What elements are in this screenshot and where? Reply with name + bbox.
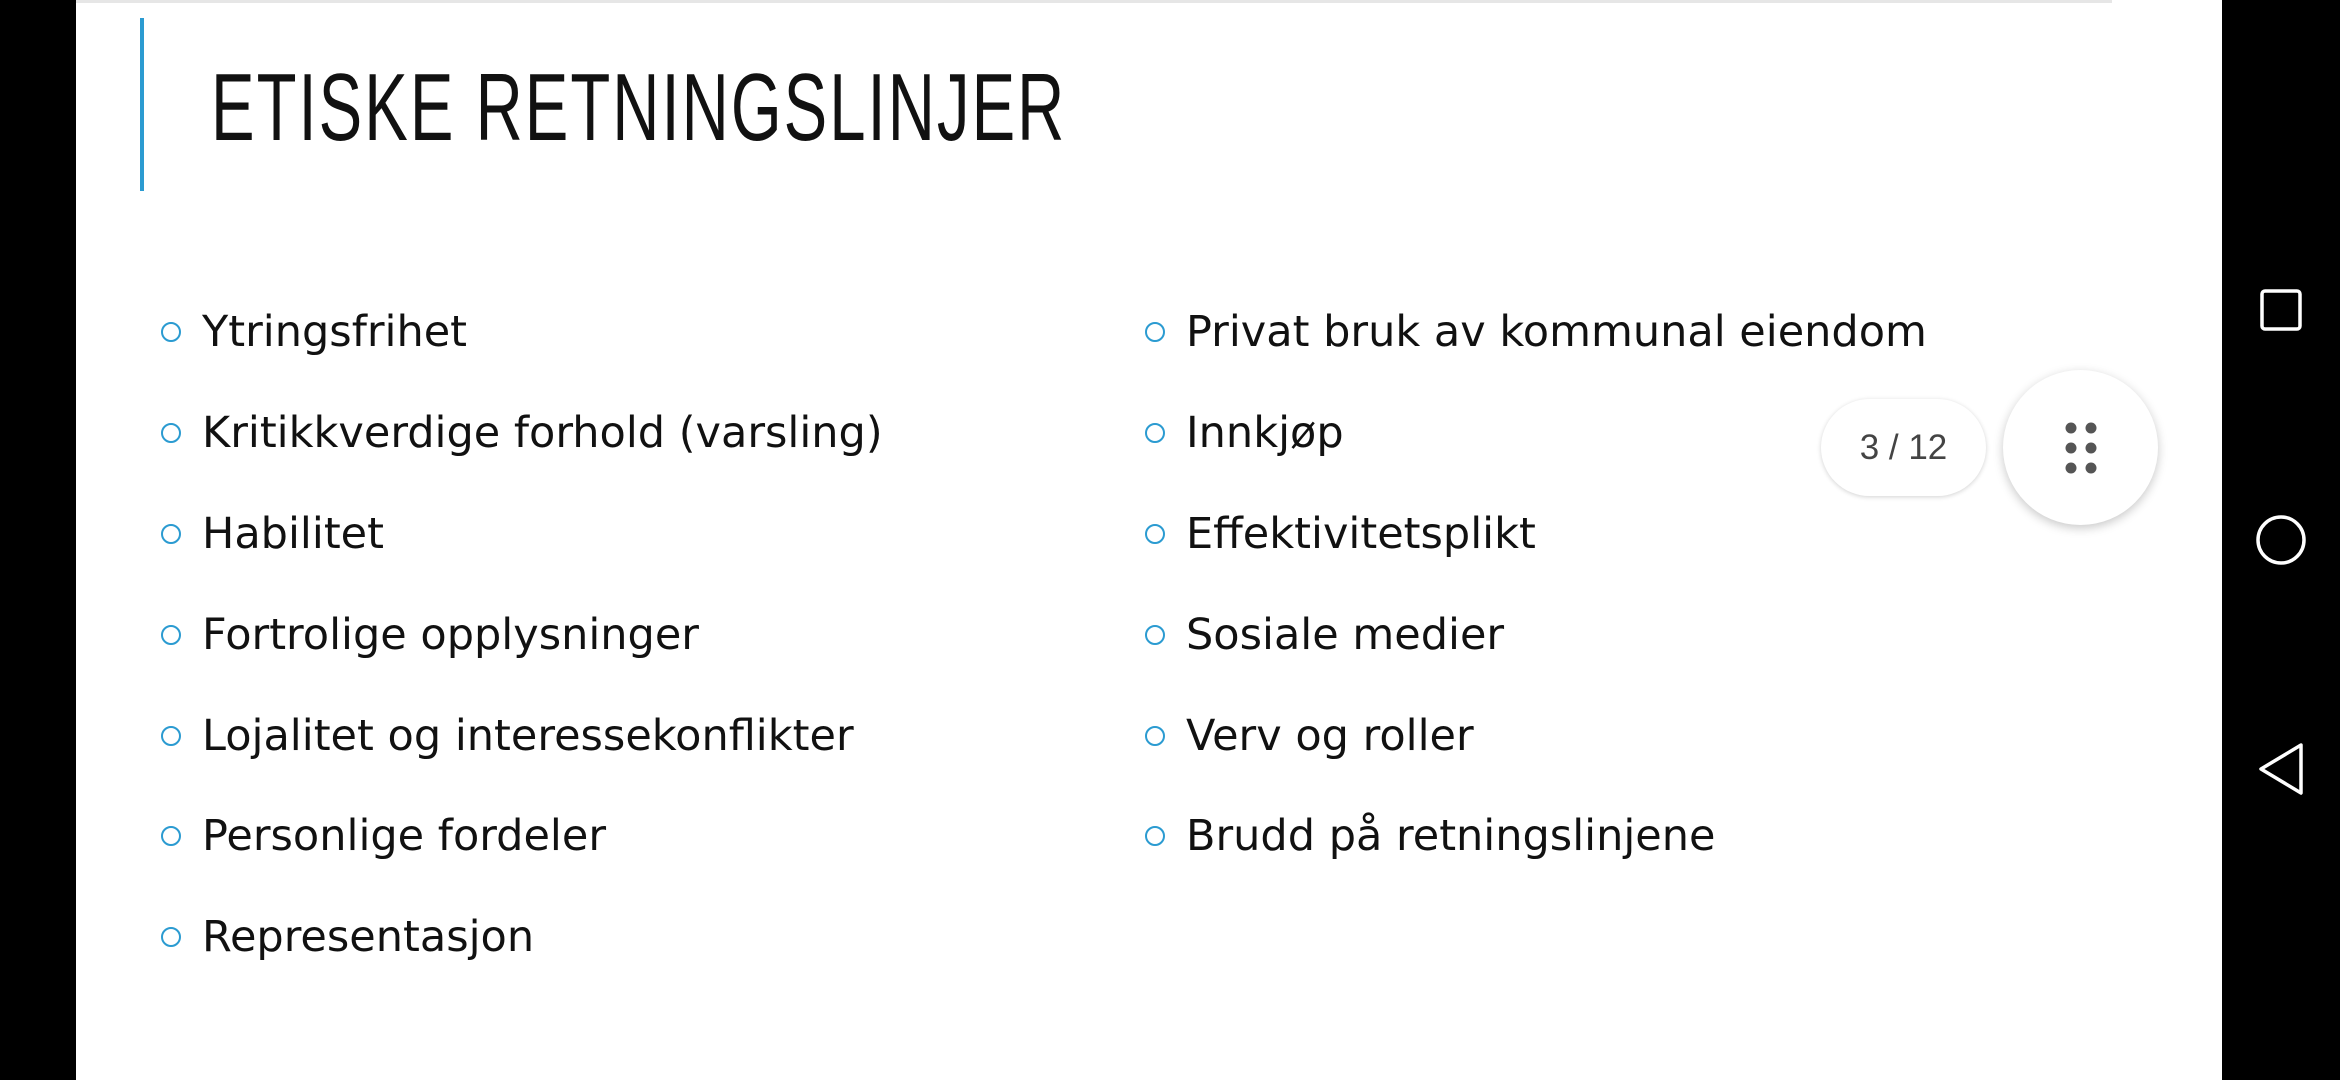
bullet-label: Fortrolige opplysninger	[202, 610, 699, 660]
bullet-item	[1145, 302, 1927, 362]
page-indicator: 3 / 12	[1821, 399, 1986, 496]
bullet-item	[161, 302, 467, 362]
bullet-item	[161, 605, 699, 665]
bullet-label: Personlige fordeler	[202, 811, 607, 861]
bullet-circle-icon	[1145, 726, 1165, 746]
bullet-circle-icon	[1145, 423, 1165, 443]
bullet-item	[161, 403, 883, 463]
bullet-circle-icon	[161, 322, 181, 342]
title-accent-bar	[140, 18, 144, 191]
bullet-circle-icon	[161, 423, 181, 443]
bullet-label: Kritikkverdige forhold (varsling)	[202, 408, 883, 458]
bullet-item	[161, 907, 534, 967]
bullet-item	[1145, 605, 1504, 665]
bullet-label: Brudd på retningslinjene	[1186, 811, 1716, 861]
bullet-item	[161, 806, 606, 866]
bullet-item	[1145, 403, 1344, 463]
bullet-item	[1145, 806, 1715, 866]
bullet-circle-icon	[1145, 826, 1165, 846]
recents-button[interactable]	[2222, 250, 2340, 370]
slide-menu-button[interactable]	[2003, 370, 2158, 525]
system-navigation-bar	[2222, 0, 2340, 1080]
bullet-label: Effektivitetsplikt	[1186, 509, 1536, 559]
bullet-item	[1145, 504, 1536, 564]
recents-icon	[2259, 288, 2303, 332]
bullet-label: Verv og roller	[1186, 711, 1474, 761]
bullet-circle-icon	[161, 726, 181, 746]
bullet-label: Ytringsfrihet	[202, 307, 468, 357]
bullet-label: Habilitet	[202, 509, 384, 559]
bullet-item	[161, 504, 384, 564]
home-button[interactable]	[2222, 480, 2340, 600]
bullet-label: Innkjøp	[1186, 408, 1344, 458]
bullet-label: Representasjon	[202, 912, 535, 962]
bullet-circle-icon	[161, 927, 181, 947]
bullet-item	[161, 706, 854, 766]
bullet-label: Privat bruk av kommunal eiendom	[1186, 307, 1927, 357]
bullet-circle-icon	[161, 826, 181, 846]
bullet-label: Lojalitet og interessekonflikter	[202, 711, 854, 761]
bullet-item	[1145, 706, 1474, 766]
back-icon	[2256, 741, 2306, 797]
bullet-circle-icon	[161, 625, 181, 645]
bullet-circle-icon	[1145, 322, 1165, 342]
bullet-circle-icon	[161, 524, 181, 544]
presentation-slide	[76, 0, 2222, 1080]
grid-dots-icon	[2065, 422, 2097, 474]
bullet-label: Sosiale medier	[1186, 610, 1505, 660]
bullet-circle-icon	[1145, 524, 1165, 544]
slide-top-divider	[76, 0, 2112, 3]
slide-title: ETISKE RETNINGSLINJER	[211, 54, 1067, 161]
home-icon	[2254, 513, 2308, 567]
bullet-circle-icon	[1145, 625, 1165, 645]
back-button[interactable]	[2222, 709, 2340, 829]
